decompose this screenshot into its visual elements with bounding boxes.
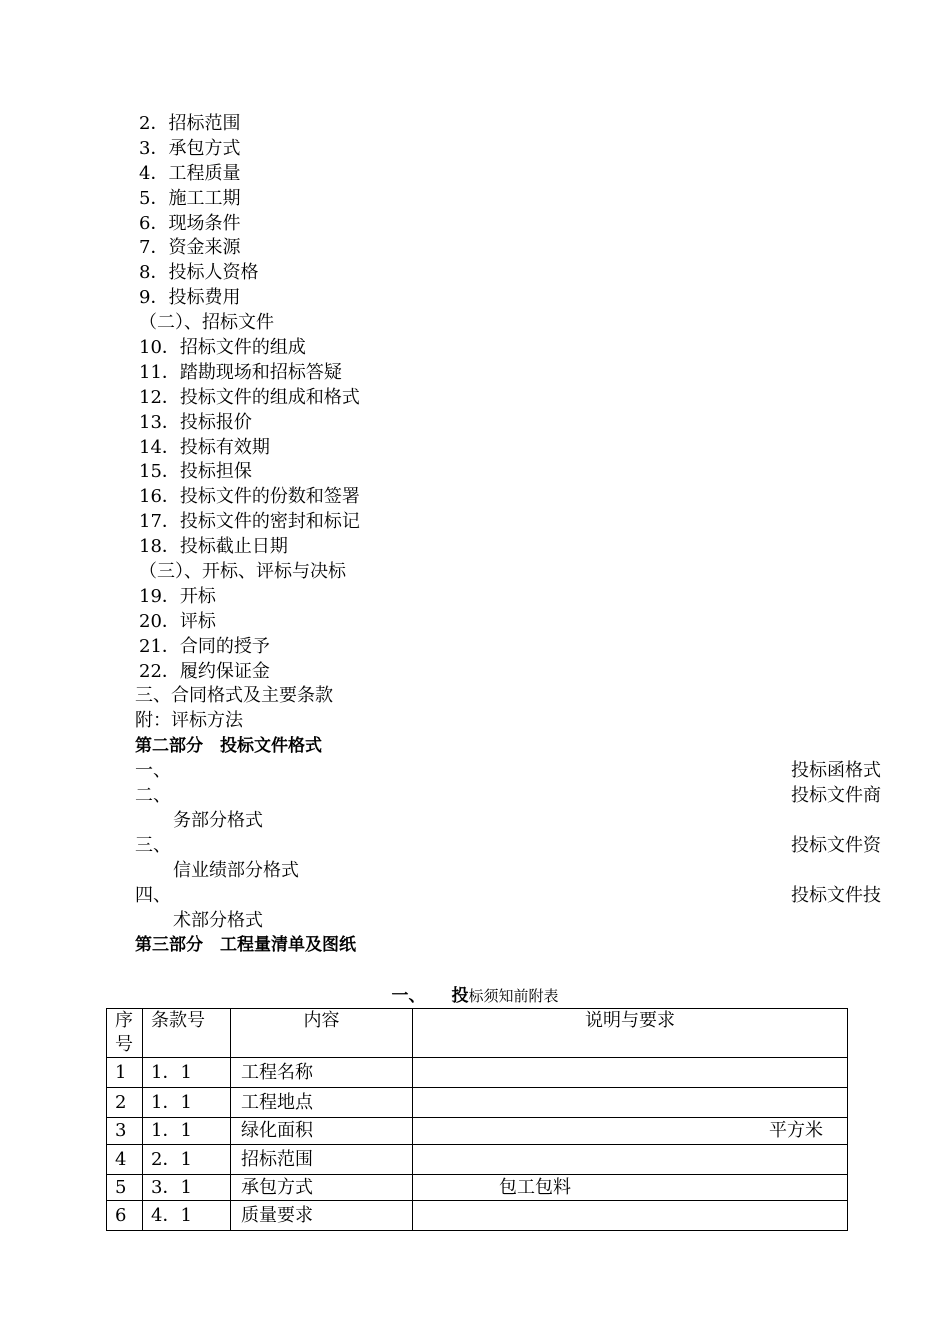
toc-section-contract: 三、合同格式及主要条款 — [135, 685, 333, 707]
table-row — [107, 1088, 848, 1118]
table-row — [107, 1175, 848, 1201]
toc-format-list — [135, 759, 895, 933]
toc-item: 3．承包方式 — [139, 137, 241, 159]
toc-item: （二）、招标文件 — [139, 312, 274, 334]
toc-item: 12．投标文件的组成和格式 — [139, 386, 360, 408]
cell-description-text: 包工包料 — [499, 1177, 571, 1198]
toc-item: 15．投标担保 — [139, 461, 252, 483]
toc-item: 6．现场条件 — [139, 212, 241, 234]
toc-item: 19．开标 — [139, 585, 216, 607]
cell-content: 质量要求 — [231, 1201, 413, 1231]
cell-content: 工程地点 — [231, 1088, 413, 1118]
toc-format-row — [135, 834, 895, 859]
cell-clause: 1．1 — [143, 1058, 231, 1088]
toc-item: 10．招标文件的组成 — [139, 337, 306, 359]
toc-format-continuation: 信业绩部分格式 — [173, 859, 299, 881]
table-body — [107, 1058, 848, 1231]
table-of-contents — [135, 112, 895, 958]
header-description: 说明与要求 — [413, 1009, 848, 1058]
cell-clause: 2．1 — [143, 1145, 231, 1175]
bidding-front-table — [106, 1008, 848, 1231]
toc-item: 8．投标人资格 — [139, 262, 259, 284]
cell-serial: 3 — [107, 1118, 143, 1145]
toc-item: 7．资金来源 — [139, 237, 241, 259]
toc-format-number: 一、 — [135, 760, 171, 782]
table-row — [107, 1201, 848, 1231]
cell-content: 承包方式 — [231, 1175, 413, 1201]
table-title — [0, 984, 950, 1008]
toc-item: 9．投标费用 — [139, 287, 241, 309]
toc-part3-heading: 第三部分 工程量清单及图纸 — [135, 935, 356, 956]
toc-format-number: 三、 — [135, 834, 171, 856]
cell-description — [413, 1088, 848, 1118]
cell-clause: 4．1 — [143, 1201, 231, 1231]
toc-item: 18．投标截止日期 — [139, 536, 288, 558]
table-title-number: 一、 — [391, 986, 426, 1006]
table-row — [107, 1058, 848, 1088]
cell-serial: 4 — [107, 1145, 143, 1175]
cell-serial: 2 — [107, 1088, 143, 1118]
toc-item-list — [135, 112, 895, 684]
toc-format-title: 投标文件商 — [791, 785, 881, 807]
toc-item: 21．合同的授予 — [139, 635, 270, 657]
toc-item: 16．投标文件的份数和签署 — [139, 486, 360, 508]
toc-item: 13．投标报价 — [139, 411, 252, 433]
table-header-row — [107, 1009, 848, 1058]
cell-description — [413, 1175, 848, 1201]
toc-item: 11．踏勘现场和招标答疑 — [139, 361, 342, 383]
header-content: 内容 — [231, 1009, 413, 1058]
toc-format-row — [135, 759, 895, 784]
toc-item: 2．招标范围 — [139, 113, 241, 134]
toc-appendix: 附：评标方法 — [135, 710, 243, 732]
toc-format-continuation: 术部分格式 — [173, 909, 263, 931]
cell-clause: 1．1 — [143, 1118, 231, 1145]
toc-format-title: 投标文件技 — [791, 884, 881, 906]
cell-clause: 1．1 — [143, 1088, 231, 1118]
table-row — [107, 1118, 848, 1145]
toc-format-row — [135, 784, 895, 809]
toc-item: 20．评标 — [139, 610, 216, 632]
table-row — [107, 1145, 848, 1175]
toc-format-number: 四、 — [135, 884, 171, 906]
header-clause: 条款号 — [143, 1009, 231, 1058]
cell-description — [413, 1145, 848, 1175]
toc-item: 5．施工工期 — [139, 187, 241, 209]
cell-content: 招标范围 — [231, 1145, 413, 1175]
toc-part2-heading: 第二部分 投标文件格式 — [135, 736, 322, 757]
toc-format-number: 二、 — [135, 785, 171, 807]
toc-item: （三）、开标、评标与决标 — [139, 561, 346, 583]
toc-item: 14．投标有效期 — [139, 436, 270, 458]
cell-description — [413, 1058, 848, 1088]
cell-content: 绿化面积 — [231, 1118, 413, 1145]
cell-serial: 6 — [107, 1201, 143, 1231]
toc-item: 22．履约保证金 — [139, 660, 270, 682]
cell-serial: 1 — [107, 1058, 143, 1088]
toc-item: 17．投标文件的密封和标记 — [139, 511, 360, 533]
toc-format-continuation: 务部分格式 — [173, 809, 263, 831]
toc-item: 4．工程质量 — [139, 162, 241, 184]
table-title-first-char: 投 — [451, 986, 469, 1006]
cell-description-text: 平方米 — [769, 1120, 823, 1141]
cell-description — [413, 1201, 848, 1231]
cell-clause: 3．1 — [143, 1175, 231, 1201]
toc-format-row — [135, 884, 895, 909]
cell-serial: 5 — [107, 1175, 143, 1201]
cell-description — [413, 1118, 848, 1145]
toc-format-title: 投标文件资 — [791, 834, 881, 856]
cell-content: 工程名称 — [231, 1058, 413, 1088]
header-serial: 序号 — [107, 1009, 143, 1058]
table-title-text: 标须知前附表 — [468, 987, 559, 1005]
toc-format-title: 投标函格式 — [791, 760, 881, 782]
